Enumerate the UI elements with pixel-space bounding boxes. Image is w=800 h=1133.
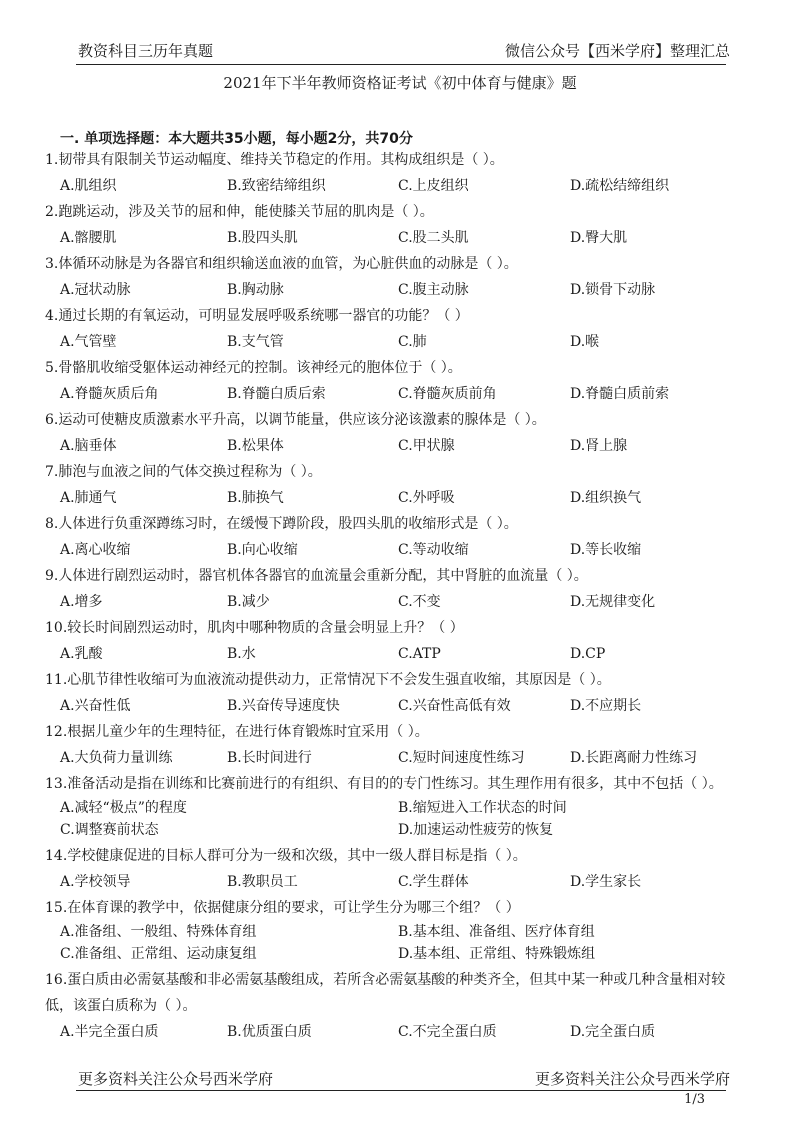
answer-option: A.大负荷力量训练 [60,750,173,766]
question-item [45,251,745,303]
answer-option: D.臀大肌 [570,230,628,246]
option-row [45,745,745,771]
answer-option: C.腹主动脉 [398,282,469,298]
option-row [45,797,745,843]
answer-option: A.兴奋性低 [60,698,131,714]
answer-option: B.兴奋传导速度快 [227,698,340,714]
option-row [45,329,745,355]
answer-option: D.锁骨下动脉 [570,282,656,298]
answer-option: B.松果体 [227,438,284,454]
question-stem: 11.心肌节律性收缩可为血液流动提供动力，正常情况下不会发生强直收缩，其原因是（ ）。 [45,672,611,688]
question-item [45,303,745,355]
question-item [45,511,745,563]
option-row [45,173,745,199]
page-header [78,40,730,64]
answer-option: A.髂腰肌 [60,230,117,246]
option-row [45,225,745,251]
option-row [45,485,745,511]
answer-option: D.肾上腺 [570,438,628,454]
answer-option: D.等长收缩 [570,542,642,558]
answer-option: B.致密结缔组织 [227,178,326,194]
answer-option: D.基本组、正常组、特殊锻炼组 [398,946,596,962]
answer-option: B.水 [227,646,256,662]
answer-option: D.加速运动性疲劳的恢复 [398,822,554,838]
header-left-text: 教资科目三历年真题 [78,42,214,60]
answer-option: C.股二头肌 [398,230,469,246]
option-row [45,589,745,615]
answer-option: A.肺通气 [60,490,117,506]
question-item [45,563,745,615]
question-item [45,967,745,1045]
option-row [45,381,745,407]
question-stem: 14.学校健康促进的目标人群可分为一级和次级，其中一级人群目标是指（ ）。 [45,848,527,864]
question-item [45,771,745,843]
answer-option: D.脊髓白质前索 [570,386,670,402]
question-stem: 2.跑跳运动，涉及关节的屈和伸，能使膝关节屈的肌肉是（ ）。 [45,204,434,220]
question-stem: 9.人体进行剧烈运动时，器官机体各器官的血流量会重新分配，其中肾脏的血流量（ ）。 [45,568,588,584]
question-stem: 10.较长时间剧烈运动时，肌肉中哪种物质的含量会明显上升？（ ） [45,620,464,636]
answer-option: C.脊髓灰质前角 [398,386,497,402]
question-item [45,615,745,667]
answer-option: A.离心收缩 [60,542,131,558]
question-item [45,407,745,459]
option-row [45,1019,745,1045]
question-stem: 13.准备活动是指在训练和比赛前进行的有组织、有目的的专门性练习。其生理作用有很多，其中不包括（ ）。 [45,776,723,792]
question-item [45,895,745,967]
question-stem: 8.人体进行负重深蹲练习时，在缓慢下蹲阶段，股四头肌的收缩形式是（ ）。 [45,516,518,532]
answer-option: C.外呼吸 [398,490,455,506]
question-item [45,843,745,895]
answer-option: B.缩短进入工作状态的时间 [398,800,567,816]
answer-option: A.减轻“极点”的程度 [60,800,187,816]
question-item [45,667,745,719]
answer-option: C.短时间速度性练习 [398,750,525,766]
answer-option: B.支气管 [227,334,284,350]
answer-option: B.教职员工 [227,874,298,890]
answer-option: C.不变 [398,594,441,610]
answer-option: C.兴奋性高低有效 [398,698,511,714]
question-stem: 1.韧带具有限制关节运动幅度、维持关节稳定的作用。其构成组织是（ ）。 [45,152,504,168]
answer-option: C.甲状腺 [398,438,455,454]
answer-option: D.无规律变化 [570,594,656,610]
answer-option: B.股四头肌 [227,230,298,246]
option-row [45,869,745,895]
answer-option: D.长距离耐力性练习 [570,750,698,766]
option-row [45,433,745,459]
option-row [45,921,745,967]
question-stem: 3.体循环动脉是为各器官和组织输送血液的血管，为心脏供血的动脉是（ ）。 [45,256,518,272]
answer-option: A.气管壁 [60,334,117,350]
answer-option: D.完全蛋白质 [570,1024,656,1040]
page-number: 1/3 [684,1092,705,1107]
question-item [45,355,745,407]
answer-option: D.CP [570,646,606,662]
header-right-text: 微信公众号【西米学府】整理汇总 [504,42,730,60]
question-item [45,147,745,199]
answer-option: B.胸动脉 [227,282,284,298]
section-heading: 一. 单项选择题：本大题共35小题，每小题2分，共70分 [60,131,413,147]
question-stem: 16.蛋白质由必需氨基酸和非必需氨基酸组成，若所含必需氨基酸的种类齐全，但其中某一种或几种含量相对较低，该蛋白质称为（ ）。 [45,972,726,1014]
page-footer [78,1068,730,1090]
answer-option: B.长时间进行 [227,750,312,766]
answer-option: C.准备组、正常组、运动康复组 [60,946,257,962]
question-stem: 15.在体育课的教学中，依据健康分组的要求，可让学生分为哪三个组？（ ） [45,900,520,916]
answer-option: C.调整赛前状态 [60,822,159,838]
answer-option: D.组织换气 [570,490,642,506]
question-stem: 6.运动可使糖皮质激素水平升高，以调节能量，供应该分泌该激素的腺体是（ ）。 [45,412,546,428]
answer-option: C.上皮组织 [398,178,469,194]
option-row [45,277,745,303]
answer-option: A.学校领导 [60,874,131,890]
answer-option: B.优质蛋白质 [227,1024,312,1040]
answer-option: A.肌组织 [60,178,117,194]
answer-option: A.增多 [60,594,103,610]
answer-option: D.不应期长 [570,698,642,714]
footer-left-text: 更多资料关注公众号西米学府 [78,1070,274,1088]
answer-option: A.准备组、一般组、特殊体育组 [60,924,257,940]
question-item [45,199,745,251]
question-item [45,459,745,511]
header-rule [76,64,726,65]
question-stem: 5.骨骼肌收缩受躯体运动神经元的控制。该神经元的胞体位于（ ）。 [45,360,462,376]
question-stem: 4.通过长期的有氧运动，可明显发展呼吸系统哪一器官的功能？（ ） [45,308,469,324]
answer-option: C.肺 [398,334,427,350]
answer-option: D.学生家长 [570,874,642,890]
question-list [45,147,745,1045]
question-stem: 12.根据儿童少年的生理特征，在进行体育锻炼时宜采用（ ）。 [45,724,429,740]
answer-option: B.基本组、准备组、医疗体育组 [398,924,595,940]
answer-option: B.向心收缩 [227,542,298,558]
question-item [45,719,745,771]
answer-option: A.乳酸 [60,646,103,662]
answer-option: B.脊髓白质后索 [227,386,326,402]
answer-option: A.脑垂体 [60,438,117,454]
answer-option: C.学生群体 [398,874,469,890]
footer-rule [76,1090,726,1091]
answer-option: A.半完全蛋白质 [60,1024,159,1040]
exam-title: 2021年下半年教师资格证考试《初中体育与健康》题 [223,74,577,92]
answer-option: A.脊髓灰质后角 [60,386,159,402]
option-row [45,641,745,667]
option-row [45,693,745,719]
question-stem: 7.肺泡与血液之间的气体交换过程称为（ ）。 [45,464,322,480]
answer-option: A.冠状动脉 [60,282,131,298]
answer-option: C.不完全蛋白质 [398,1024,497,1040]
answer-option: D.疏松结缔组织 [570,178,670,194]
answer-option: B.减少 [227,594,270,610]
answer-option: C.等动收缩 [398,542,469,558]
answer-option: C.ATP [398,646,441,662]
answer-option: D.喉 [570,334,600,350]
answer-option: B.肺换气 [227,490,284,506]
footer-right-text: 更多资料关注公众号西米学府 [534,1070,730,1088]
option-row [45,537,745,563]
